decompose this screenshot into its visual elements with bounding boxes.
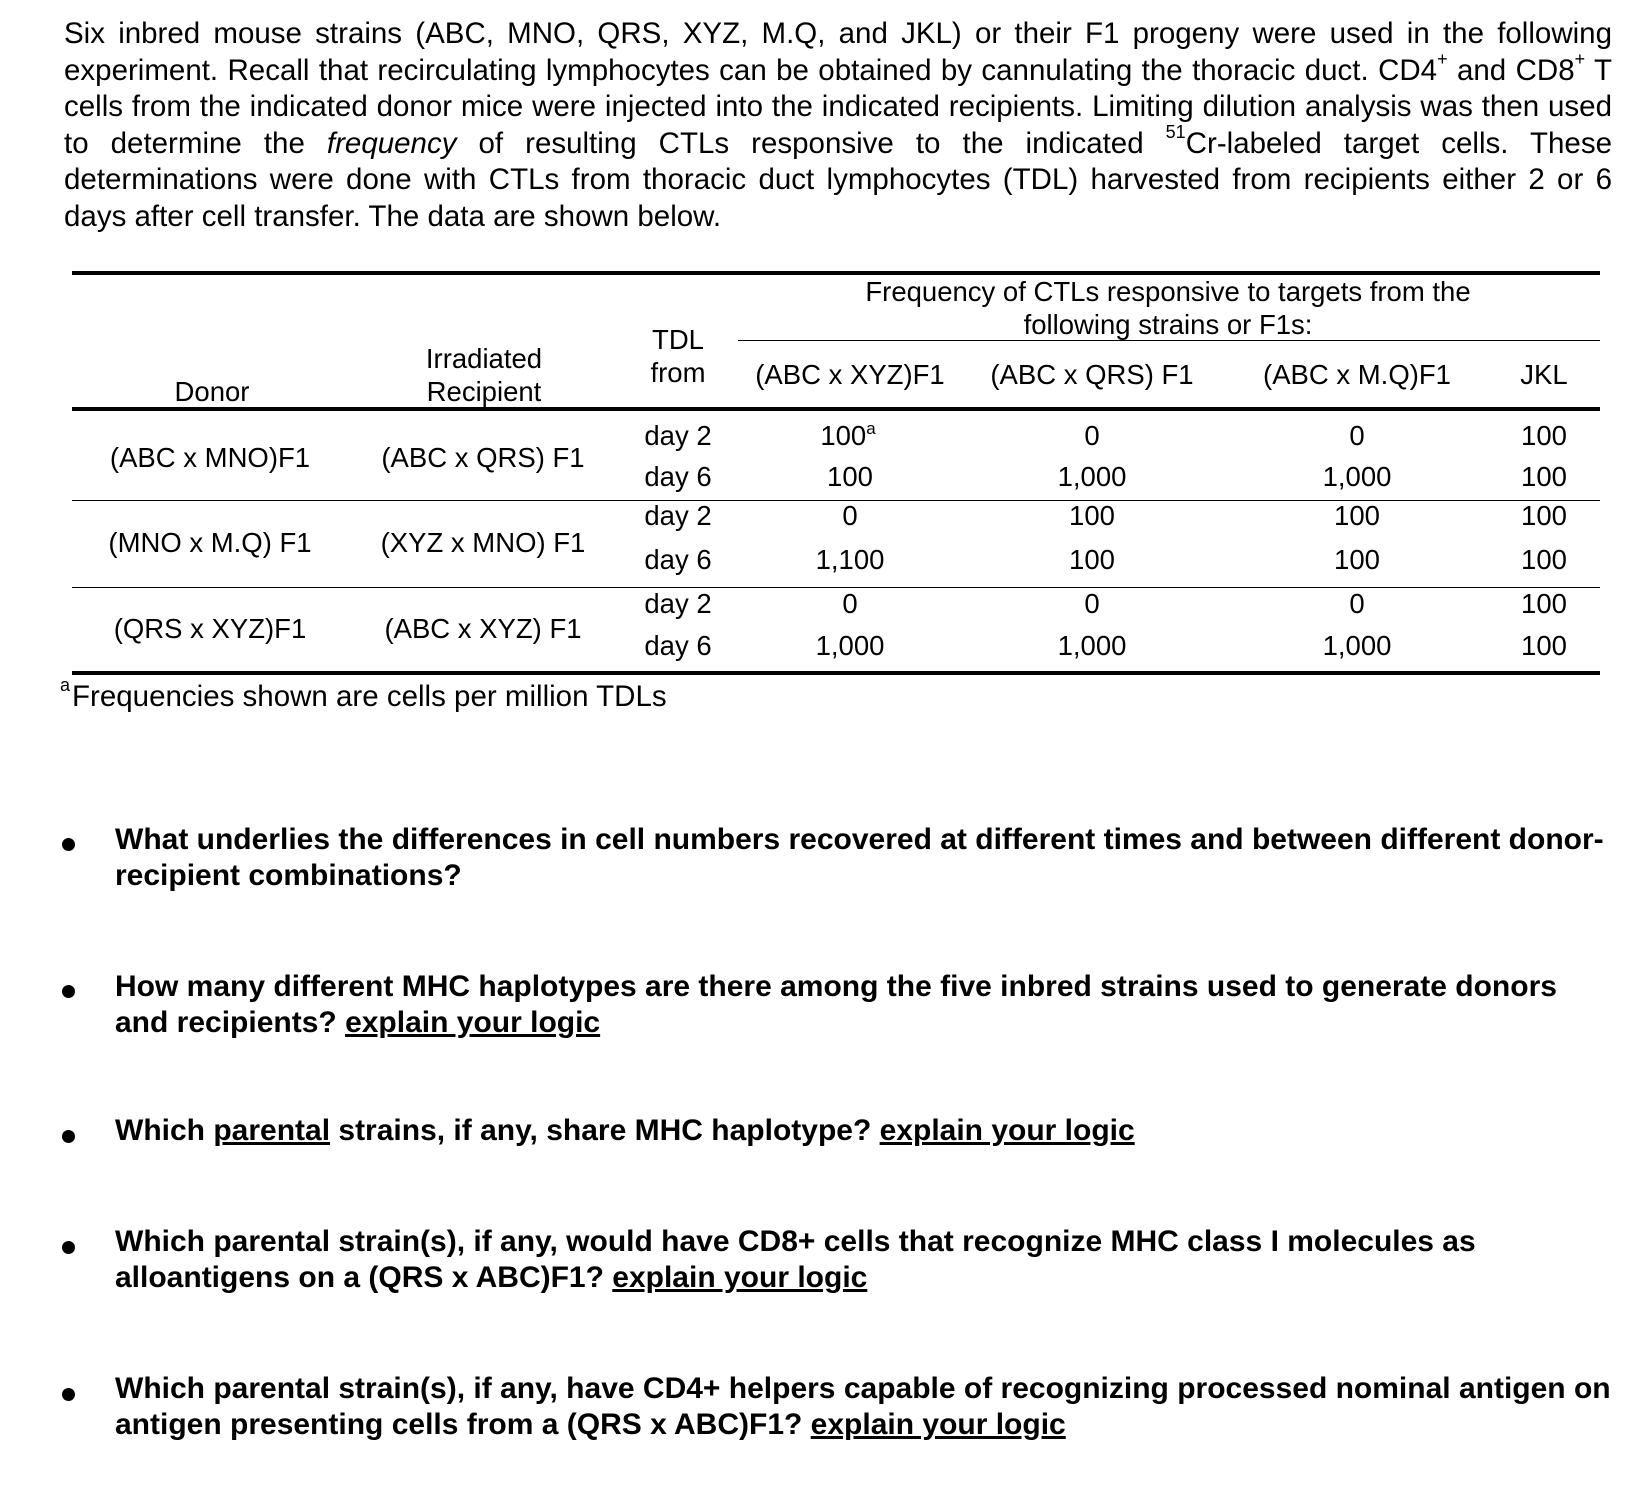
- header-tdl-line2: from: [650, 357, 706, 388]
- header-col-jkl: JKL: [1520, 359, 1568, 390]
- frequency-cell: 0: [842, 588, 858, 619]
- question-3-text: Which: [115, 1114, 214, 1147]
- bullet-icon: [62, 1130, 75, 1143]
- frequency-value: 100: [820, 420, 867, 451]
- frequency-cell: 1,000: [1057, 630, 1127, 661]
- frequency-cell: 0: [1349, 420, 1365, 451]
- question-2-text: How many different MHC haplotypes are there among the five inbred strains used to generate donors and recipients?: [115, 970, 1557, 1039]
- bullet-icon: [62, 1388, 75, 1401]
- frequency-cell: 0: [1349, 588, 1365, 619]
- frequency-cell: 100: [827, 461, 873, 492]
- question-3-text-2: strains, if any, share MHC haplotype?: [330, 1114, 880, 1147]
- recipient-cell: (ABC x QRS) F1: [381, 442, 585, 473]
- donor-cell: (QRS x XYZ)F1: [113, 613, 307, 644]
- intro-paragraph: [64, 16, 1612, 235]
- frequency-cell: 100: [1521, 630, 1567, 661]
- footnote-marker: a: [866, 418, 876, 438]
- donor-cell: (ABC x MNO)F1: [109, 442, 311, 473]
- bullet-icon: [62, 838, 75, 851]
- explain-logic-underlined: explain your logic: [810, 1408, 1066, 1441]
- tdl-day-cell: day 2: [644, 420, 712, 451]
- explain-logic-underlined: explain your logic: [612, 1261, 868, 1294]
- frequency-cell: 100: [1069, 500, 1115, 531]
- intro-text-5: Cr-labeled target cells. These determinations were done with CTLs from thoracic duct lymphocytes (TDL) harvested from recipients either 2 or 6 days after cell transfer. The data are shown below.: [64, 126, 1612, 233]
- frequency-cell: 100: [1334, 544, 1380, 575]
- header-group-line2: following strains or F1s:: [1023, 309, 1313, 340]
- header-recipient-line2: Recipient: [426, 376, 542, 407]
- question-4-text: Which parental strain(s), if any, would have CD8+ cells that recognize MHC class I molecules as alloantigens on a (QRS x ABC)F1?: [115, 1225, 1476, 1294]
- question-1: What underlies the differences in cell numbers recovered at different times and between different donor-recipient combinations?: [115, 823, 1604, 892]
- frequency-cell: 1,000: [1057, 461, 1127, 492]
- question-5: [115, 1371, 1615, 1443]
- frequency-cell: 1,000: [1322, 461, 1392, 492]
- superscript-51: 51: [1165, 121, 1186, 142]
- frequency-cell: [820, 420, 875, 452]
- tdl-day-cell: day 6: [644, 461, 712, 492]
- donor-cell: (MNO x M.Q) F1: [108, 527, 312, 558]
- header-tdl-line1: TDL: [652, 324, 704, 355]
- intro-text-3: T cells from the indicated donor mice were injected into the indicated recipients. Limiting dilution analysis was then used to determine the: [64, 53, 1612, 160]
- frequency-cell: 1,000: [815, 630, 885, 661]
- frequency-cell: 100: [1521, 588, 1567, 619]
- question-4: [115, 1224, 1615, 1296]
- table-top-rule: [72, 271, 1600, 275]
- intro-text-2: and CD8: [1447, 53, 1575, 87]
- header-recipient-line1: Irradiated: [425, 343, 543, 374]
- tdl-day-cell: day 6: [644, 630, 712, 661]
- footnote-text: Frequencies shown are cells per million TDLs: [72, 680, 667, 713]
- frequency-cell: 0: [1084, 420, 1100, 451]
- recipient-cell: (XYZ x MNO) F1: [380, 527, 586, 558]
- explain-logic-underlined: explain your logic: [879, 1114, 1135, 1147]
- frequency-cell: 0: [1084, 588, 1100, 619]
- question-2: [115, 969, 1615, 1041]
- header-group-line1: Frequency of CTLs responsive to targets from the: [865, 276, 1471, 307]
- footnote-marker: a: [60, 675, 71, 696]
- frequency-cell: 100: [1334, 500, 1380, 531]
- tdl-day-cell: day 6: [644, 544, 712, 575]
- group-divider-2: [72, 587, 1600, 588]
- frequency-cell: 1,000: [1322, 630, 1392, 661]
- frequency-cell: 1,100: [815, 544, 885, 575]
- header-col-abc-xyz: (ABC x XYZ)F1: [755, 359, 945, 390]
- question-3: [115, 1113, 1615, 1149]
- header-col-abc-mq: (ABC x M.Q)F1: [1263, 359, 1451, 390]
- frequency-cell: 100: [1521, 420, 1567, 451]
- superscript-plus: +: [1574, 48, 1586, 69]
- recipient-cell: (ABC x XYZ) F1: [384, 613, 582, 644]
- intro-text-1: Six inbred mouse strains (ABC, MNO, QRS, XYZ, M.Q, and JKL) or their F1 progeny were used in the following experiment. Recall that recirculating lymphocytes can be obtained by cannulating the thoracic duct. CD4: [64, 17, 1612, 87]
- superscript-plus: +: [1437, 48, 1448, 69]
- frequency-cell: 100: [1521, 544, 1567, 575]
- question-5-text: Which parental strain(s), if any, have CD4+ helpers capable of recognizing processed nominal antigen on antigen presenting cells from a (QRS x ABC)F1?: [115, 1372, 1611, 1441]
- table-footnote: [60, 675, 667, 714]
- explain-logic-underlined: explain your logic: [345, 1006, 601, 1039]
- frequency-cell: 100: [1521, 461, 1567, 492]
- header-bottom-rule: [72, 407, 1600, 411]
- bullet-icon: [62, 1241, 75, 1254]
- tdl-day-cell: day 2: [644, 588, 712, 619]
- intro-text-4: of resulting CTLs responsive to the indicated: [456, 126, 1166, 160]
- frequency-cell: 0: [842, 500, 858, 531]
- parental-underlined: parental: [213, 1114, 331, 1147]
- frequency-cell: 100: [1069, 544, 1115, 575]
- bullet-icon: [62, 985, 75, 998]
- frequency-cell: 100: [1521, 500, 1567, 531]
- header-col-abc-qrs: (ABC x QRS) F1: [990, 359, 1194, 390]
- table-bottom-rule: [72, 671, 1600, 675]
- header-donor: Donor: [174, 376, 250, 407]
- intro-italic-frequency: frequency: [326, 126, 457, 160]
- tdl-day-cell: day 2: [644, 500, 712, 531]
